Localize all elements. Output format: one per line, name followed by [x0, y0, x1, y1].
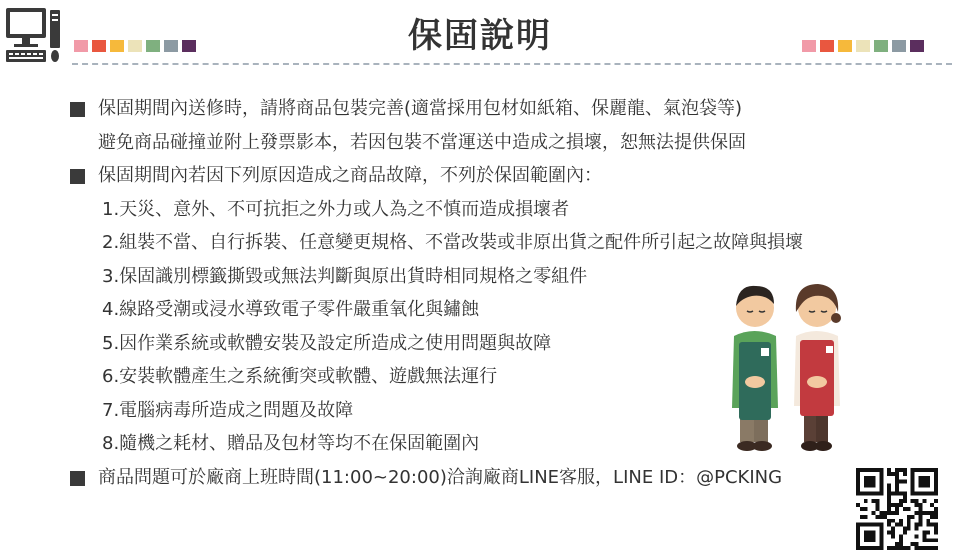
square-bullet-icon [70, 102, 85, 117]
item-text: 8.隨機之耗材、贈品及包材等均不在保固範圍內 [102, 433, 480, 454]
item-text: 保固期間內送修時，請將商品包裝完善(適當採用包材如紙箱、保麗龍、氣泡袋等) [98, 98, 743, 119]
item-text: 1.天災、意外、不可抗拒之外力或人為之不慎而造成損壞者 [102, 198, 570, 220]
square-bullet-icon [70, 169, 85, 184]
header [0, 0, 960, 70]
item-text: 5.因作業系統或軟體安裝及設定所造成之使用問題與故障 [102, 332, 552, 354]
item-text: 商品問題可於廠商上班時間(11:00~20:00)洽詢廠商LINE客服，LINE ID：@PCKING [98, 466, 783, 488]
list-item [70, 461, 870, 495]
item-text: 3.保固識別標籤撕毀或無法判斷與原出貨時相同規格之零組件 [102, 265, 588, 287]
item-text: 保固期間內若因下列原因造成之商品故障，不列於保固範圍內： [98, 165, 602, 186]
bowing-staff-illustration [722, 278, 852, 458]
list-item-continuation [70, 126, 870, 160]
color-swatch [802, 40, 816, 52]
staff-male [732, 286, 778, 451]
color-swatch [820, 40, 834, 52]
qr-code [856, 468, 938, 550]
color-swatch [892, 40, 906, 52]
item-text: 2.組裝不當、自行拆裝、任意變更規格、不當改裝或非原出貨之配件所引起之故障與損壞 [102, 232, 804, 253]
list-item [70, 159, 870, 193]
color-swatch [874, 40, 888, 52]
color-swatch [838, 40, 852, 52]
color-swatch [856, 40, 870, 52]
item-text: 6.安裝軟體產生之系統衝突或軟體、遊戲無法運行 [102, 366, 498, 387]
dashed-divider [72, 63, 952, 65]
square-bullet-icon [70, 471, 85, 486]
color-swatches-right [802, 40, 924, 52]
item-text: 4.線路受潮或浸水導致電子零件嚴重氧化與鏽蝕 [102, 299, 480, 320]
item-text: 7.電腦病毒所造成之問題及故障 [102, 399, 354, 421]
list-item [70, 92, 870, 126]
list-sub-item [70, 226, 870, 260]
staff-female [794, 284, 841, 451]
list-sub-item [70, 193, 870, 227]
item-text: 避免商品碰撞並附上發票影本，若因包裝不當運送中造成之損壞，恕無法提供保固 [98, 131, 746, 153]
page-title: 保固說明 [408, 16, 552, 56]
color-swatch [910, 40, 924, 52]
